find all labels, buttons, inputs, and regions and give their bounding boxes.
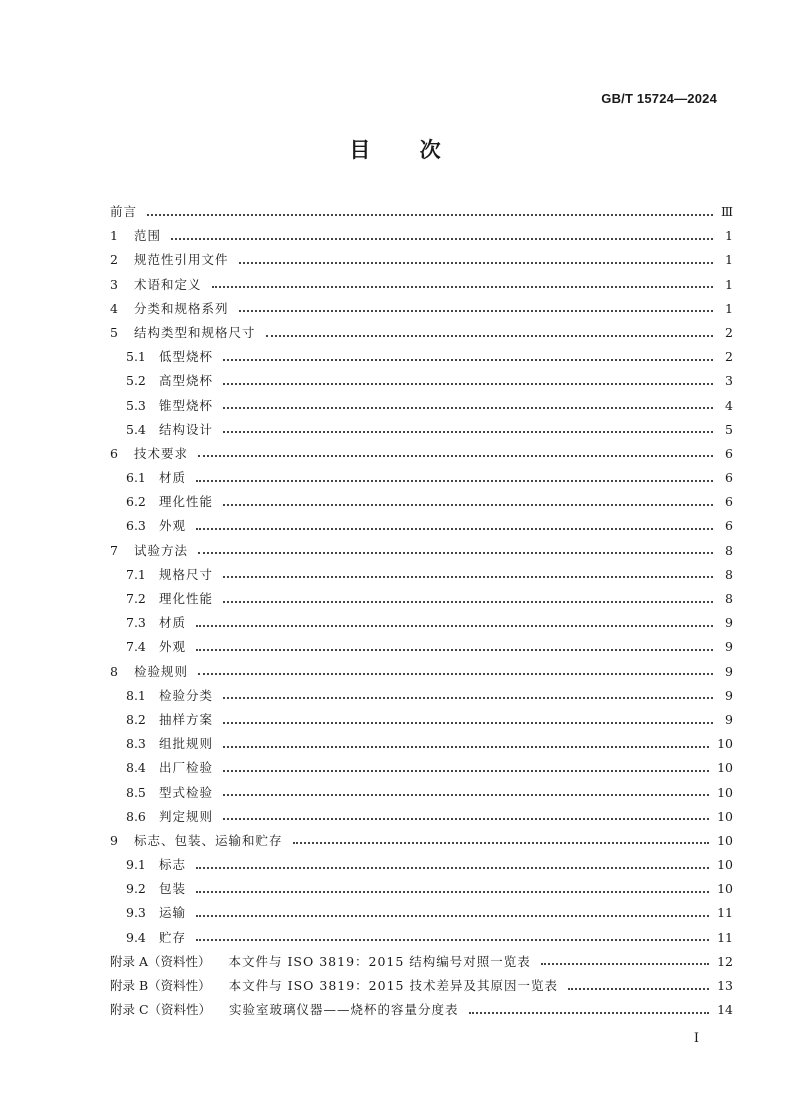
- toc-entry-number: 附录 A（资料性）: [110, 953, 211, 969]
- toc-entry[interactable]: [110, 321, 733, 345]
- toc-entry-number: 9.4: [126, 929, 146, 945]
- toc-entry-number: 8.2: [126, 711, 146, 727]
- toc-entry-number: 9: [110, 832, 118, 848]
- dot-leader: [541, 962, 709, 965]
- toc-entry-page: 10: [717, 760, 733, 776]
- toc-subentry[interactable]: [110, 587, 733, 611]
- toc-entry-title: 技术要求: [134, 445, 189, 461]
- toc-entry-title: 组批规则: [159, 736, 214, 752]
- toc-subentry[interactable]: [110, 805, 733, 829]
- toc-subentry[interactable]: [110, 490, 733, 514]
- toc-entry-page: 10: [717, 736, 733, 752]
- page-number: Ⅰ: [693, 1031, 699, 1046]
- dot-leader: [147, 213, 713, 216]
- dot-leader: [223, 575, 713, 578]
- toc-appendix-entry[interactable]: [110, 998, 733, 1022]
- standard-number: GB/T 15724—2024: [601, 91, 717, 106]
- page-title: 目 次: [349, 137, 443, 162]
- toc-entry-number: 9.1: [126, 857, 146, 873]
- table-of-contents: [110, 200, 733, 1022]
- toc-entry-page: 10: [717, 808, 733, 824]
- toc-entry-title: 出厂检验: [159, 760, 214, 776]
- toc-entry-page: 4: [725, 397, 733, 413]
- toc-entry-page: 9: [725, 663, 733, 679]
- dot-leader: [223, 817, 709, 820]
- toc-entry[interactable]: [110, 224, 733, 248]
- dot-leader: [223, 745, 709, 748]
- dot-leader: [212, 285, 713, 288]
- dot-leader: [196, 479, 713, 482]
- toc-entry-title: 理化性能: [159, 494, 214, 510]
- toc-subentry[interactable]: [110, 877, 733, 901]
- toc-entry-title: 检验分类: [159, 687, 214, 703]
- toc-entry-number: 7: [110, 542, 118, 558]
- toc-entry-number: 6: [110, 445, 118, 461]
- dot-leader: [198, 551, 713, 554]
- dot-leader: [196, 866, 709, 869]
- toc-entry-title: 规格尺寸: [159, 566, 214, 582]
- toc-entry-page: 6: [725, 518, 733, 534]
- toc-entry-title: 运输: [159, 905, 187, 921]
- toc-entry-page: 6: [725, 470, 733, 486]
- toc-entry-page: 1: [725, 252, 733, 268]
- toc-entry-page: 10: [717, 832, 733, 848]
- toc-entry-title: 术语和定义: [134, 276, 202, 292]
- toc-entry[interactable]: [110, 297, 733, 321]
- toc-entry-page: 8: [725, 591, 733, 606]
- dot-leader: [223, 769, 709, 772]
- toc-subentry[interactable]: [110, 635, 733, 659]
- toc-entry-title: 材质: [159, 470, 187, 486]
- toc-entry-page: 9: [725, 615, 733, 631]
- toc-entry-title: 型式检验: [159, 784, 214, 800]
- toc-entry-title: 结构类型和规格尺寸: [134, 324, 256, 340]
- toc-entry-number: 6.3: [126, 518, 146, 534]
- toc-entry-page: 9: [725, 711, 733, 727]
- toc-entry-title: 低型烧杯: [159, 349, 214, 365]
- toc-entry-title: 结构设计: [159, 421, 214, 437]
- toc-entry-number: 7.2: [126, 591, 146, 606]
- dot-leader: [239, 261, 713, 264]
- toc-subentry[interactable]: [110, 756, 733, 780]
- toc-entry-page: 1: [725, 300, 733, 316]
- toc-entry-page: 11: [717, 929, 733, 945]
- dot-leader: [266, 334, 713, 337]
- toc-entry-page: 10: [717, 784, 733, 800]
- toc-entry-title: 分类和规格系列: [134, 300, 229, 316]
- toc-entry-title: 本文件与 ISO 3819：2015 结构编号对照一览表: [228, 953, 531, 969]
- toc-subentry[interactable]: [110, 732, 733, 756]
- toc-entry[interactable]: [110, 273, 733, 297]
- toc-entry-page: 9: [725, 687, 733, 703]
- toc-entry-number: 9.3: [126, 905, 146, 921]
- dot-leader: [198, 672, 713, 675]
- toc-entry-number: 8.5: [126, 784, 146, 800]
- toc-entry-page: 13: [717, 978, 733, 993]
- toc-entry-title: 理化性能: [159, 591, 214, 606]
- toc-subentry[interactable]: [110, 514, 733, 538]
- toc-entry-page: 10: [717, 857, 733, 873]
- toc-subentry[interactable]: [110, 345, 733, 369]
- toc-entry-title: 标志: [159, 857, 187, 873]
- toc-subentry[interactable]: [110, 781, 733, 805]
- dot-leader: [568, 987, 709, 990]
- dot-leader: [171, 237, 713, 240]
- toc-subentry[interactable]: [110, 611, 733, 635]
- dot-leader: [223, 600, 713, 603]
- toc-entry-page: Ⅲ: [720, 204, 733, 219]
- toc-entry-page: 8: [725, 542, 733, 558]
- toc-entry-number: 6.1: [126, 470, 146, 486]
- toc-entry-number: 5.3: [126, 397, 146, 413]
- toc-entry-title: 外观: [159, 518, 187, 534]
- dot-leader: [223, 721, 713, 724]
- dot-leader: [223, 696, 713, 699]
- toc-entry-title: 实验室玻璃仪器——烧杯的容量分度表: [229, 1002, 459, 1018]
- toc-entry-number: 9.2: [126, 881, 146, 897]
- toc-subentry[interactable]: [110, 708, 733, 732]
- toc-entry-title: 包装: [159, 881, 187, 897]
- toc-entry-page: 10: [717, 881, 733, 897]
- toc-entry-page: 14: [717, 1002, 733, 1018]
- toc-entry[interactable]: [110, 829, 733, 853]
- toc-entry-title: 本文件与 ISO 3819：2015 技术差异及其原因一览表: [228, 978, 558, 993]
- dot-leader: [196, 624, 713, 627]
- dot-leader: [196, 527, 713, 530]
- dot-leader: [196, 648, 713, 651]
- toc-entry-number: 2: [110, 252, 118, 268]
- dot-leader: [469, 1011, 710, 1014]
- toc-entry-number: 5.4: [126, 421, 146, 437]
- toc-entry-page: 2: [725, 324, 733, 340]
- toc-subentry[interactable]: [110, 466, 733, 490]
- toc-subentry[interactable]: [110, 926, 733, 950]
- toc-entry-title: 高型烧杯: [159, 373, 214, 389]
- toc-subentry[interactable]: [110, 418, 733, 442]
- toc-entry-page: 1: [725, 276, 733, 292]
- dot-leader: [239, 309, 713, 312]
- dot-leader: [223, 358, 713, 361]
- toc-entry-number: 7.1: [126, 566, 146, 582]
- toc-entry-number: 附录 C（资料性）: [110, 1002, 212, 1018]
- toc-entry-page: 3: [725, 373, 733, 389]
- toc-entry-number: 5.2: [126, 373, 146, 389]
- dot-leader: [223, 503, 713, 506]
- toc-entry-number: 7.4: [126, 639, 146, 655]
- toc-entry-number: 8.6: [126, 808, 146, 824]
- toc-appendix-entry[interactable]: [110, 974, 733, 998]
- toc-entry-number: 8.4: [126, 760, 146, 776]
- toc-entry[interactable]: [110, 200, 733, 224]
- dot-leader: [293, 841, 710, 844]
- dot-leader: [198, 454, 713, 457]
- dot-leader: [223, 382, 713, 385]
- toc-entry-title: 材质: [159, 615, 187, 631]
- toc-entry-page: 6: [725, 445, 733, 461]
- toc-entry-title: 规范性引用文件: [134, 252, 229, 268]
- toc-entry-page: 2: [725, 349, 733, 365]
- toc-entry-page: 12: [717, 953, 733, 969]
- toc-appendix-entry[interactable]: [110, 950, 733, 974]
- toc-entry-title: 锥型烧杯: [159, 397, 214, 413]
- toc-subentry[interactable]: [110, 394, 733, 418]
- toc-entry[interactable]: [110, 660, 733, 684]
- toc-entry-number: 5: [110, 324, 118, 340]
- toc-entry-title: 前言: [110, 204, 138, 219]
- toc-subentry[interactable]: [110, 369, 733, 393]
- toc-entry-page: 11: [717, 905, 733, 921]
- toc-subentry[interactable]: [110, 853, 733, 877]
- dot-leader: [223, 430, 713, 433]
- toc-entry-title: 外观: [159, 639, 187, 655]
- toc-entry[interactable]: [110, 442, 733, 466]
- toc-entry-page: 8: [725, 566, 733, 582]
- toc-entry-title: 标志、包装、运输和贮存: [134, 832, 283, 848]
- toc-entry-title: 范围: [134, 228, 162, 244]
- toc-entry[interactable]: [110, 248, 733, 272]
- toc-entry-number: 附录 B（资料性）: [110, 978, 211, 993]
- toc-entry-page: 5: [725, 421, 733, 437]
- toc-entry-number: 3: [110, 276, 118, 292]
- toc-entry-number: 6.2: [126, 494, 146, 510]
- dot-leader: [196, 890, 709, 893]
- dot-leader: [196, 938, 709, 941]
- toc-entry-number: 8.1: [126, 687, 146, 703]
- toc-entry-title: 贮存: [159, 929, 187, 945]
- toc-entry-number: 5.1: [126, 349, 146, 365]
- toc-entry-title: 判定规则: [159, 808, 214, 824]
- toc-entry-title: 试验方法: [134, 542, 189, 558]
- toc-entry-number: 7.3: [126, 615, 146, 631]
- toc-subentry[interactable]: [110, 684, 733, 708]
- dot-leader: [223, 793, 709, 796]
- toc-entry-number: 1: [110, 228, 118, 244]
- toc-entry-page: 1: [725, 228, 733, 244]
- toc-entry-title: 抽样方案: [159, 711, 214, 727]
- toc-entry-title: 检验规则: [134, 663, 189, 679]
- toc-subentry[interactable]: [110, 901, 733, 925]
- toc-entry-number: 4: [110, 300, 118, 316]
- toc-entry-page: 9: [725, 639, 733, 655]
- toc-subentry[interactable]: [110, 563, 733, 587]
- toc-entry-page: 6: [725, 494, 733, 510]
- toc-entry[interactable]: [110, 539, 733, 563]
- toc-entry-number: 8.3: [126, 736, 146, 752]
- toc-entry-number: 8: [110, 663, 118, 679]
- dot-leader: [196, 914, 709, 917]
- dot-leader: [223, 406, 713, 409]
